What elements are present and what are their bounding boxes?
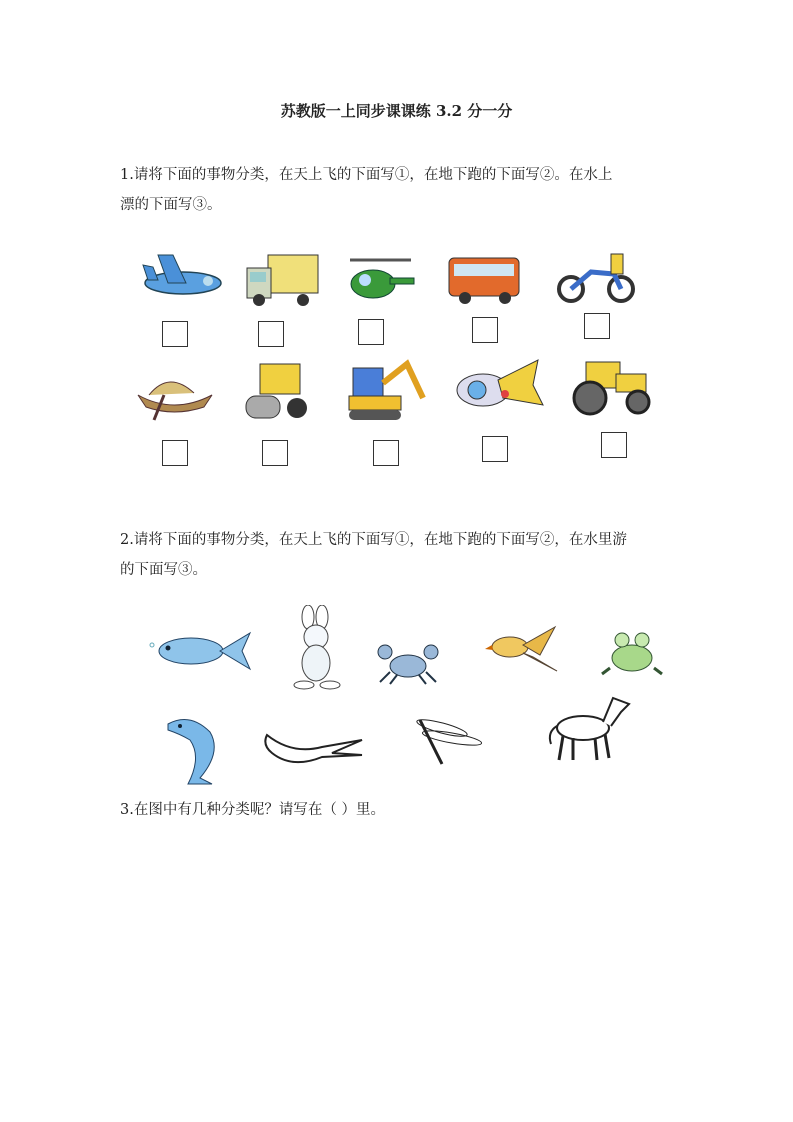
answer-box-boat[interactable] [162, 440, 188, 466]
road-roller-image [242, 360, 312, 422]
question-2-line2: 的下面写③。 [120, 562, 207, 578]
bus-image [445, 250, 523, 308]
tractor-image [566, 352, 654, 418]
question-3-line1: 3.在图中有几种分类呢？请写在（ ）里。 [120, 802, 385, 818]
question-2-line1: 2.请将下面的事物分类，在天上飞的下面写①，在地下跑的下面写②，在水里游 [120, 532, 627, 548]
answer-box-helicopter[interactable] [358, 319, 384, 345]
question-1-line1: 1.请将下面的事物分类，在天上飞的下面写①，在地下跑的下面写②。在水上 [120, 167, 613, 183]
dolphin-image [160, 712, 226, 787]
bird-image [485, 625, 560, 675]
answer-box-tractor[interactable] [601, 432, 627, 458]
swallow-image [262, 725, 367, 770]
answer-box-bus[interactable] [472, 317, 498, 343]
answer-box-motorcycle[interactable] [584, 313, 610, 339]
page-title: 苏教版一上同步课课练 3.2 分一分 [280, 102, 513, 120]
dragonfly-image [412, 712, 490, 770]
question-3 [120, 795, 680, 825]
answer-box-airplane[interactable] [162, 321, 188, 347]
frog-image [600, 628, 664, 676]
answer-box-excavator[interactable] [373, 440, 399, 466]
crab-image [375, 640, 441, 685]
answer-box-spaceship[interactable] [482, 436, 508, 462]
spaceship-image [443, 350, 547, 420]
horse-image [543, 692, 633, 764]
question-2 [120, 525, 680, 585]
answer-box-road-roller[interactable] [262, 440, 288, 466]
truck-image [243, 250, 323, 310]
question-1-line2: 漂的下面写③。 [120, 197, 222, 213]
answer-box-truck[interactable] [258, 321, 284, 347]
motorcycle-image [556, 244, 636, 306]
question-1 [120, 160, 680, 220]
rabbit-image [280, 605, 352, 690]
helicopter-image [345, 252, 417, 308]
excavator-image [345, 358, 427, 424]
boat-image [134, 365, 216, 421]
airplane-image [138, 245, 223, 307]
fish-image [146, 625, 256, 675]
